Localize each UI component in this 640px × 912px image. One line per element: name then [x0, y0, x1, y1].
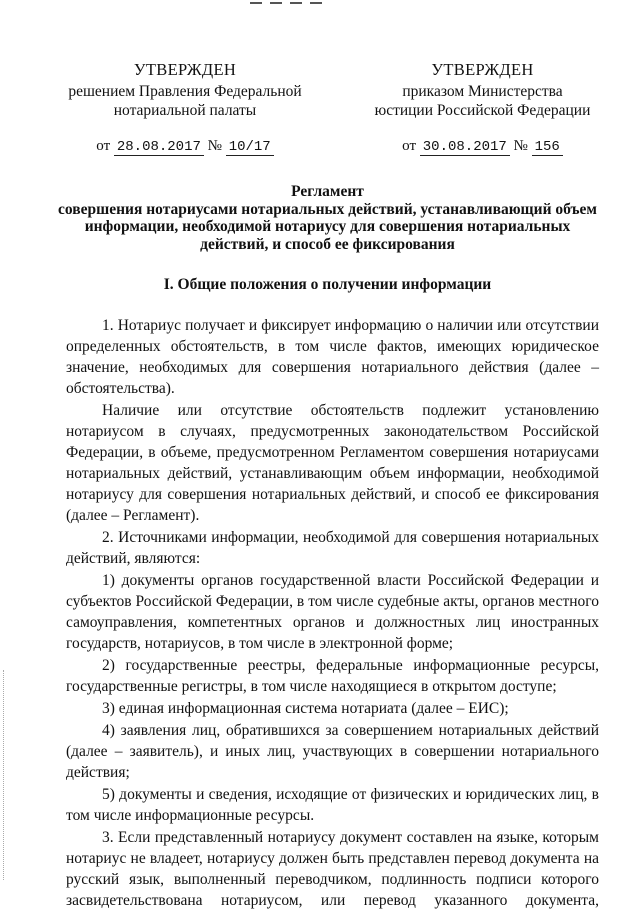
approval-block-ministry: [360, 60, 605, 157]
paragraph: 4) заявления лиц, обратившихся за совершением нотариальных действий (далее – заявитель), и иных лиц, участвующих в совершении нотариального действия;: [66, 722, 599, 781]
date-prefix: от: [402, 138, 417, 154]
paragraph: 3) единая информационная система нотариата (далее – ЕИС);: [102, 700, 509, 717]
document-title: [50, 183, 605, 253]
approval-heading: УТВЕРЖДЕН: [133, 60, 237, 79]
approval-heading: УТВЕРЖДЕН: [431, 60, 534, 79]
title-line: действий, и способ ее фиксирования: [200, 235, 455, 253]
approval-date: 30.08.2017: [420, 139, 510, 156]
approval-block-notary-chamber: [60, 60, 310, 157]
title-line: Регламент: [291, 183, 364, 200]
paragraph: 2) государственные реестры, федеральные информационные ресурсы, государственные регистры, в том числе находящиеся в открытом доступе;: [66, 657, 599, 695]
paragraph: 1) документы органов государственной власти Российской Федерации и субъектов Российской Федерации, в том числе судебные акты, органов местного самоуправления, компетентных органов и должностных лиц иностранных государств, нотариусов, в том числе в электронной форме;: [66, 572, 599, 652]
approval-number: 156: [532, 139, 563, 156]
approval-date-line: [60, 137, 310, 157]
date-prefix: от: [96, 138, 111, 154]
title-line: информации, необходимой нотариусу для совершения нотариальных: [84, 218, 571, 235]
section-heading: I. Общие положения о получении информации: [163, 276, 492, 293]
paragraph: 3. Если представленный нотариусу документ составлен на языке, которым нотариус не владеет, нотариусу должен быть представлен перевод документа на русский язык, выполненный переводчиком, подлинность подписи которого засвидетельствована нотариусом, или перевод указанного документа,: [66, 829, 599, 909]
document-body: [66, 315, 599, 912]
approval-line: приказом Министерства: [402, 83, 563, 100]
approval-date: 28.08.2017: [114, 139, 204, 156]
scan-artifact-marks: [250, 2, 410, 12]
paragraph: 1. Нотариус получает и фиксирует информацию о наличии или отсутствии определенных обстоятельств, в том числе фактов, имеющих юридическое значение, необходимых для совершения нотариального действия (далее – обстоятельства).: [66, 317, 599, 397]
approval-line: юстиции Российской Федерации: [374, 102, 591, 119]
approval-number: 10/17: [226, 139, 274, 156]
number-prefix: №: [513, 138, 528, 154]
number-prefix: №: [207, 138, 222, 154]
scan-edge-mark: [3, 670, 5, 880]
approval-line: решением Правления Федеральной: [68, 83, 302, 100]
paragraph: 2. Источниками информации, необходимой для совершения нотариальных действий, являются:: [66, 529, 599, 567]
approval-date-line: [360, 137, 605, 157]
title-line: совершения нотариусами нотариальных действий, устанавливающий объем: [58, 200, 597, 218]
paragraph: 5) документы и сведения, исходящие от физических и юридических лиц, в том числе информационные ресурсы.: [66, 786, 599, 824]
paragraph: Наличие или отсутствие обстоятельств подлежит установлению нотариусом в случаях, предусмотренных законодательством Российской Федерации, в объеме, предусмотренном Регламентом совершения нотариусами нотариальных действий, устанавливающим объем информации, необходимой нотариусу для совершения нотариальных действий, и способ ее фиксирования (далее – Регламент).: [66, 402, 599, 524]
approval-line: нотариальной палаты: [113, 102, 257, 119]
